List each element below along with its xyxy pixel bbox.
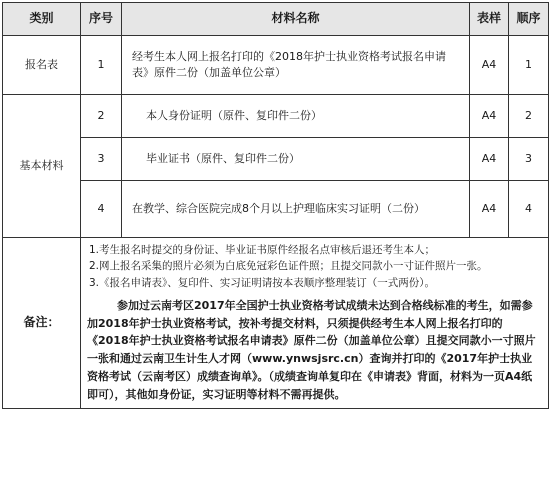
header-material: 材料名称 bbox=[122, 3, 470, 36]
form-cell: A4 bbox=[470, 36, 509, 95]
table-row bbox=[3, 181, 549, 238]
header-order: 顺序 bbox=[509, 3, 549, 36]
materials-table bbox=[2, 2, 549, 409]
notes-row bbox=[3, 238, 549, 409]
notes-label: 备注： bbox=[3, 238, 81, 409]
note-paragraph: 参加过云南考区2017年全国护士执业资格考试成绩未达到合格线标准的考生，如需参加2018年护士执业资格考试，按补考提交材料，只须提供经考生本人网上报名打印的《2018年护士执业资格考试报名申请表》原件二份（加盖单位公章）且提交同款小一寸照片一张和通过云南卫生计生人才网（www.ynwsjsrc.cn）查询并打印的《2017年护士执业资格考试（云南考区）成绩查询单》。（成绩查询单复印在《申请表》背面，材料为一页A4纸即可），其他如身份证，实习证明等材料不需再提供。 bbox=[87, 298, 536, 401]
notes-cell bbox=[81, 238, 549, 409]
number-cell: 2 bbox=[81, 95, 122, 138]
form-cell: A4 bbox=[470, 95, 509, 138]
note-item: 3.《报名申请表》、复印件、实习证明请按本表顺序整理装订（一式两份）。 bbox=[89, 276, 436, 289]
order-cell: 2 bbox=[509, 95, 549, 138]
order-cell: 1 bbox=[509, 36, 549, 95]
number-cell: 3 bbox=[81, 138, 122, 181]
header-category: 类别 bbox=[3, 3, 81, 36]
number-cell: 4 bbox=[81, 181, 122, 238]
category-cell: 报名表 bbox=[3, 36, 81, 95]
materials-table-container bbox=[2, 2, 549, 409]
category-cell: 基本材料 bbox=[3, 95, 81, 238]
material-name-cell: 经考生本人网上报名打印的《2018年护士执业资格考试报名申请表》原件二份（加盖单位公章） bbox=[122, 36, 470, 95]
table-header-row bbox=[3, 3, 549, 36]
form-cell: A4 bbox=[470, 181, 509, 238]
note-item: 1.考生报名时提交的身份证、毕业证书原件经报名点审核后退还考生本人； bbox=[89, 244, 436, 256]
order-cell: 3 bbox=[509, 138, 549, 181]
order-cell: 4 bbox=[509, 181, 549, 238]
table-row bbox=[3, 138, 549, 181]
table-row bbox=[3, 36, 549, 95]
material-name-cell: 在教学、综合医院完成8个月以上护理临床实习证明（二份） bbox=[122, 181, 470, 238]
material-name-cell: 毕业证书（原件、复印件二份） bbox=[122, 138, 470, 181]
table-row bbox=[3, 95, 549, 138]
header-number: 序号 bbox=[81, 3, 122, 36]
note-item: 2.网上报名采集的照片必须为白底免冠彩色证件照；且提交同款小一寸证件照片一张。 bbox=[89, 260, 488, 273]
number-cell: 1 bbox=[81, 36, 122, 95]
material-name-cell: 本人身份证明（原件、复印件二份） bbox=[122, 95, 470, 138]
form-cell: A4 bbox=[470, 138, 509, 181]
header-form: 表样 bbox=[470, 3, 509, 36]
